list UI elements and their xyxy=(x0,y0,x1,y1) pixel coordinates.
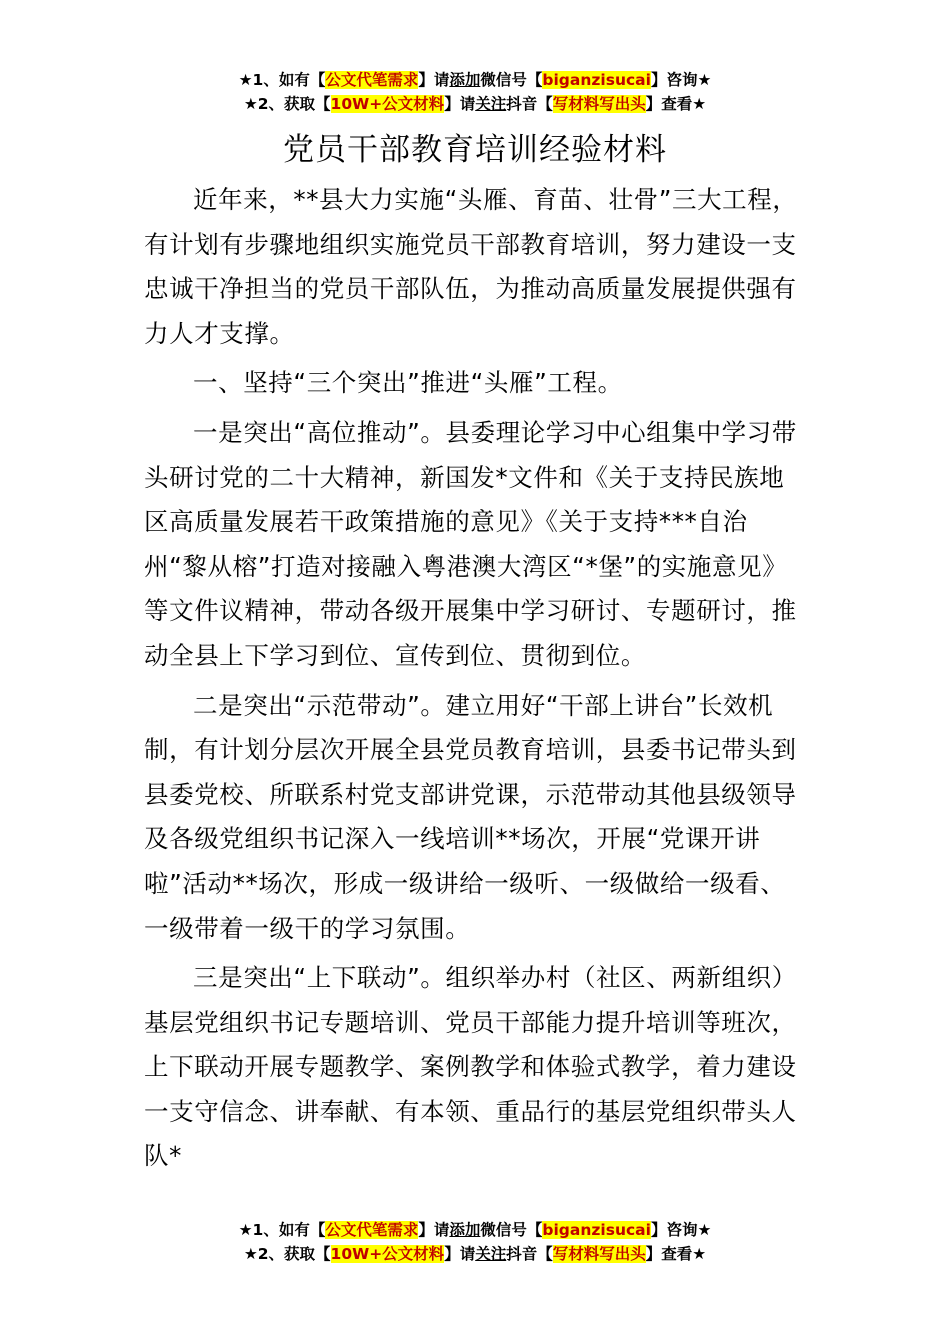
paragraph-2: 二是突出“示范带动”。建立用好“干部上讲台”长效机制，有计划分层次开展全县党员教育培训，县委书记带头到县委党校、所联系村党支部讲党课，示范带动其他县级领导及各级党组织书记深入一线培训**场次，开展“党课开讲啦”活动**场次，形成一级讲给一级听、一级做给一级看、一级带着一级干的学习氛围。 xyxy=(144,690,797,943)
document-body xyxy=(144,178,806,1184)
paragraph-1: 一是突出“高位推动”。县委理论学习中心组集中学习带头研讨党的二十大精神，新国发*文件和《关于支持民族地区高质量发展若干政策措施的意见》《关于支持***自治州“黎从榕”打造对接融入粤港澳大湾区“*堡”的实施意见》等文件议精神，带动各级开展集中学习研讨、专题研讨，推动全县上下学习到位、宣传到位、贯彻到位。 xyxy=(144,417,797,670)
ad-highlight: 10W+公文材料 xyxy=(330,95,445,113)
ad-text: 】咨询★ xyxy=(650,1221,712,1239)
ad-highlight: 写材料写出头 xyxy=(552,1245,646,1263)
ad-text: 】请 xyxy=(418,71,450,89)
footer-ad-line-2 xyxy=(0,1242,950,1266)
ad-highlight: 公文代笔需求 xyxy=(325,71,419,89)
header-ad-line-1 xyxy=(0,68,950,92)
ad-text: 添加 xyxy=(449,71,481,89)
ad-text: ★2、获取【 xyxy=(243,95,331,113)
header-ad-line-2 xyxy=(0,92,950,116)
ad-wechat-id: biganzisucai xyxy=(542,71,651,89)
ad-text: 微信号【 xyxy=(480,1221,543,1239)
ad-text: 】请 xyxy=(418,1221,450,1239)
document-title: 党员干部教育培训经验材料 xyxy=(283,132,667,168)
ad-text: 】请 xyxy=(444,95,476,113)
ad-text: 】咨询★ xyxy=(650,71,712,89)
ad-text: 抖音【 xyxy=(506,1245,553,1263)
ad-text: 】查看★ xyxy=(645,95,707,113)
ad-text: ★1、如有【 xyxy=(238,71,326,89)
ad-text: 】请 xyxy=(444,1245,476,1263)
ad-text: 添加 xyxy=(449,1221,481,1239)
ad-text: 抖音【 xyxy=(506,95,553,113)
paragraph-intro: 近年来，**县大力实施“头雁、育苗、壮骨”三大工程，有计划有步骤地组织实施党员干部教育培训，努力建设一支忠诚干净担当的党员干部队伍，为推动高质量发展提供强有力人才支撑。 xyxy=(144,185,798,348)
ad-text: ★2、获取【 xyxy=(243,1245,331,1263)
footer-ad-line-1 xyxy=(0,1218,950,1242)
ad-text: 微信号【 xyxy=(480,71,543,89)
ad-text: ★1、如有【 xyxy=(238,1221,326,1239)
ad-text: 关注 xyxy=(475,1245,507,1263)
ad-highlight: 公文代笔需求 xyxy=(325,1221,419,1239)
ad-wechat-id: biganzisucai xyxy=(542,1221,651,1239)
paragraph-3: 三是突出“上下联动”。组织举办村（社区、两新组织）基层党组织书记专题培训、党员干部能力提升培训等班次，上下联动开展专题教学、案例教学和体验式教学，着力建设一支守信念、讲奉献、有本领、重品行的基层党组织带头人队* xyxy=(144,963,797,1171)
ad-text: 】查看★ xyxy=(645,1245,707,1263)
ad-highlight: 10W+公文材料 xyxy=(330,1245,445,1263)
ad-highlight: 写材料写出头 xyxy=(552,95,646,113)
section-heading: 一、坚持“三个突出”推进“头雁”工程。 xyxy=(193,368,623,398)
ad-text: 关注 xyxy=(475,95,507,113)
